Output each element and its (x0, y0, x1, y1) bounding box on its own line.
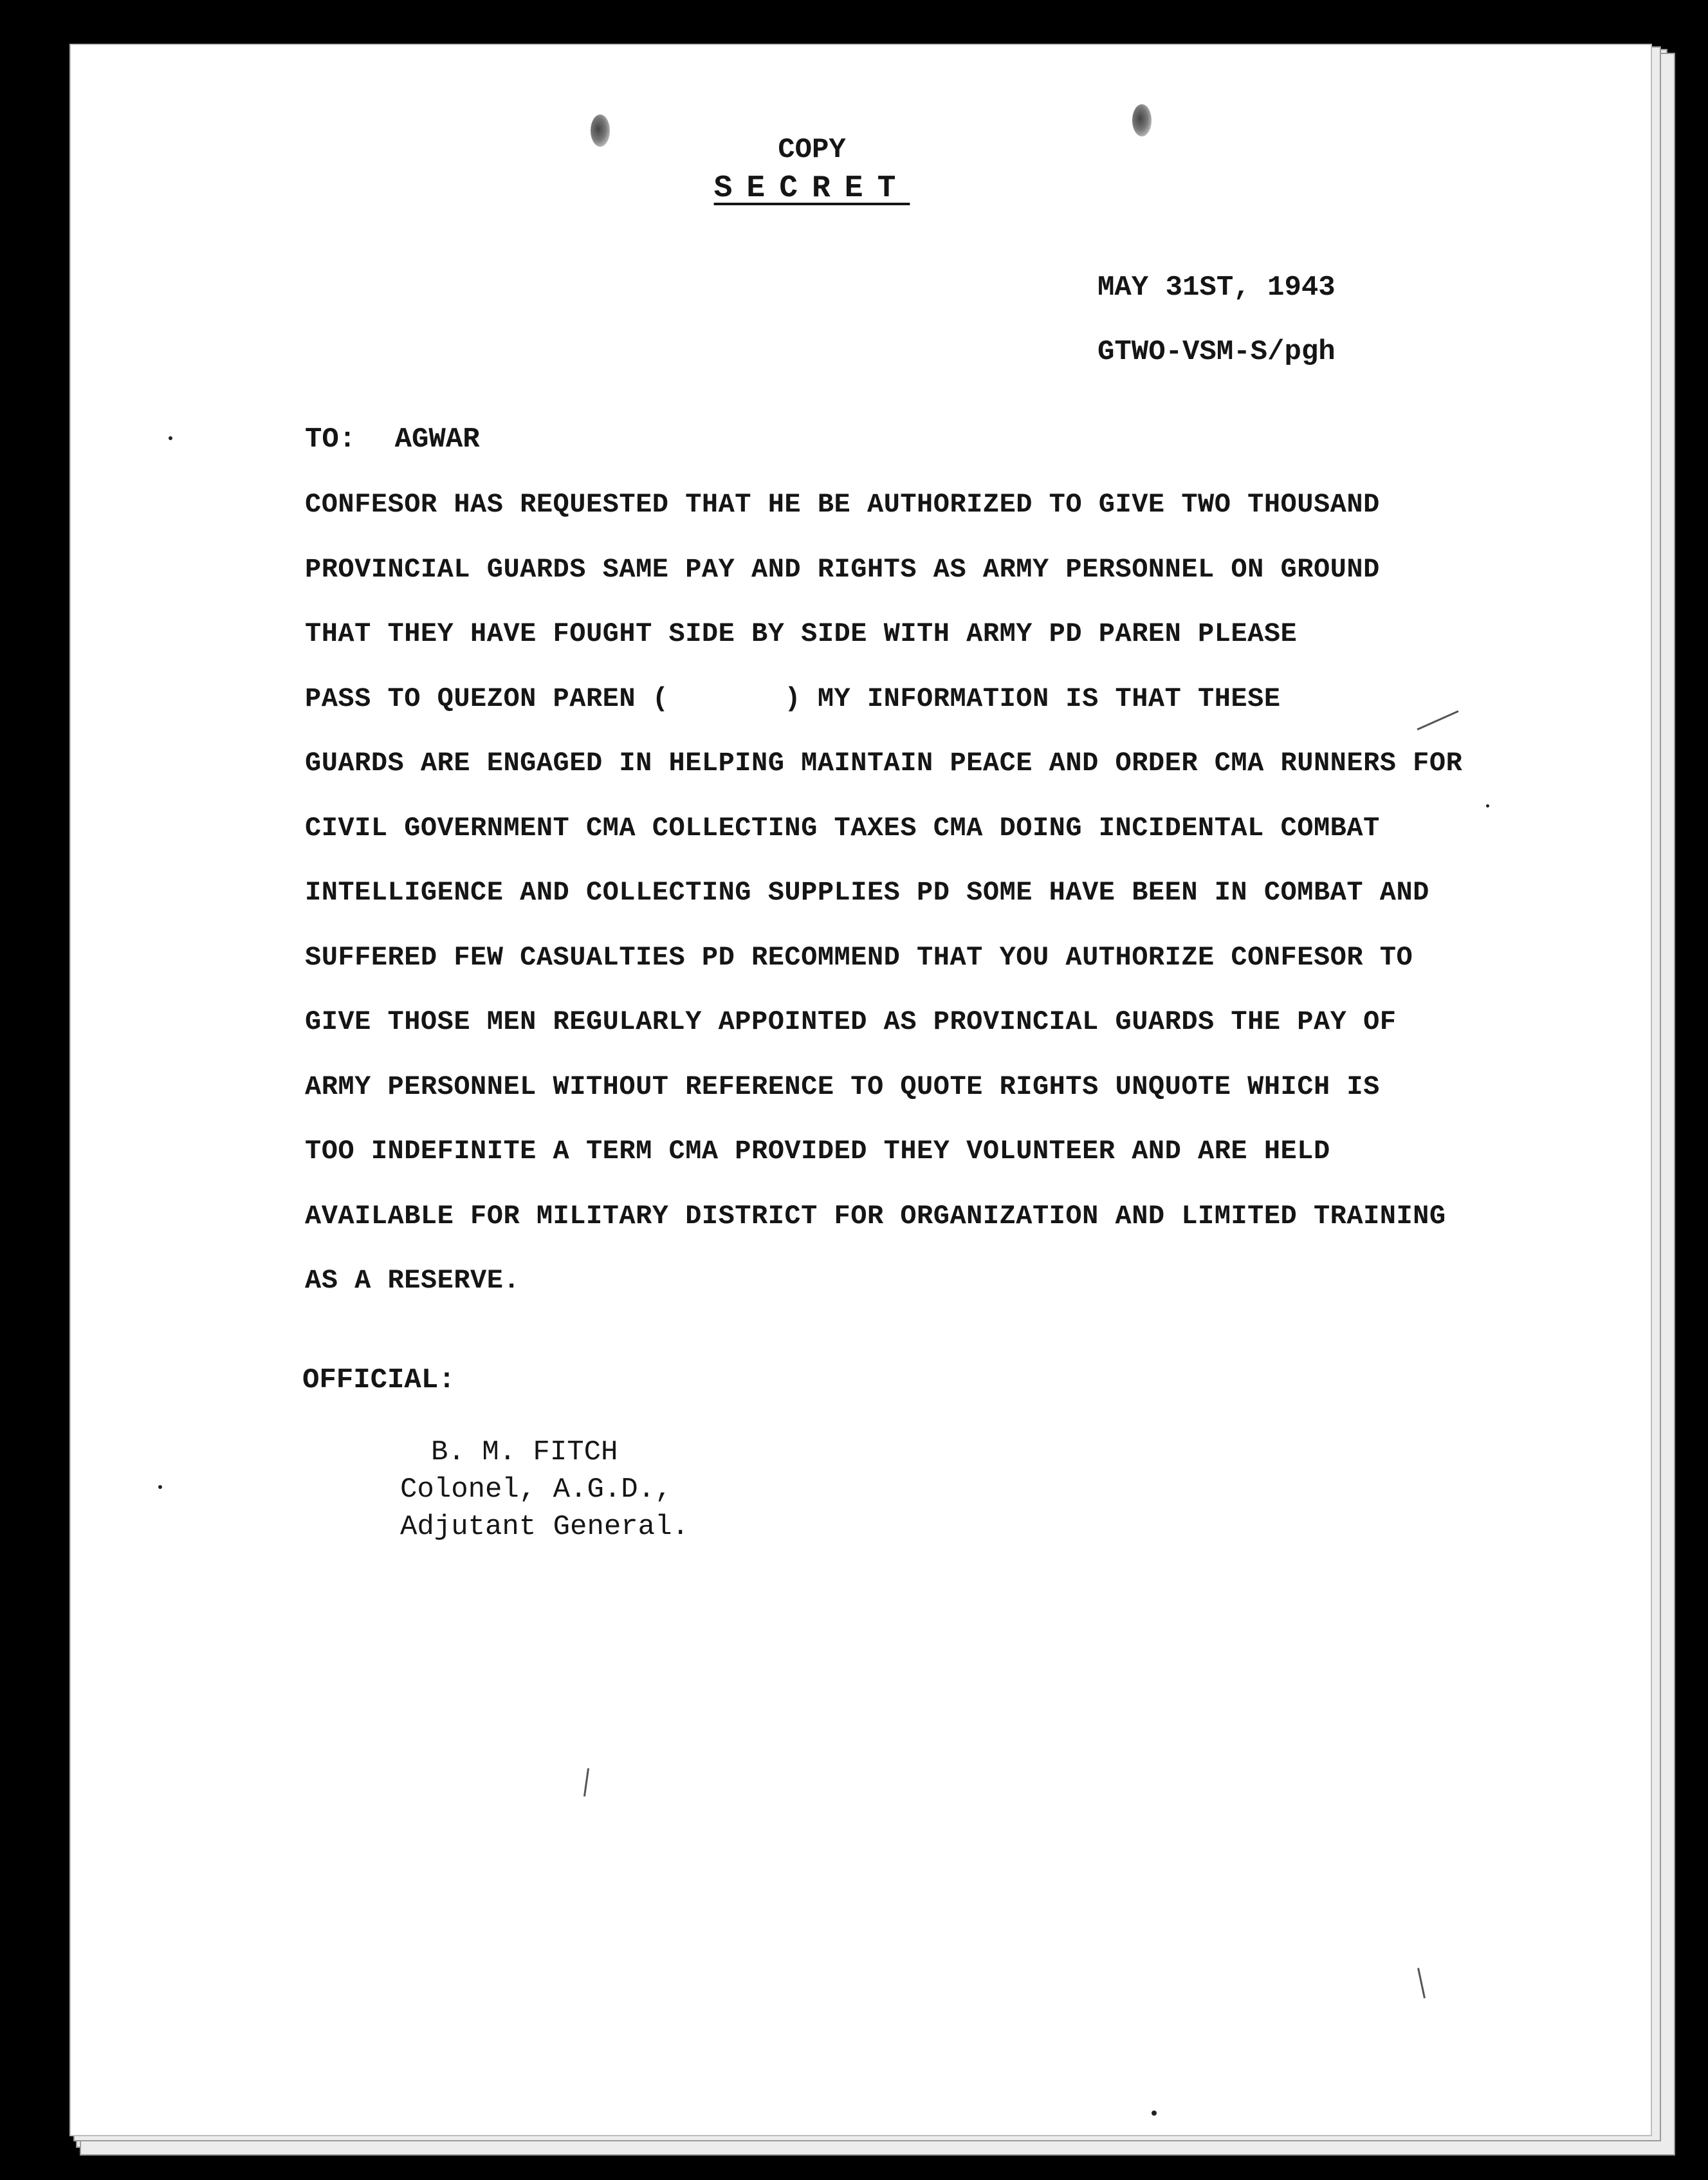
to-recipient: AGWAR (394, 423, 480, 456)
scan-speck (1486, 804, 1489, 808)
body-line: PROVINCIAL GUARDS SAME PAY AND RIGHTS AS ARMY PERSONNEL ON GROUND (305, 553, 1380, 585)
body-line: CONFESOR HAS REQUESTED THAT HE BE AUTHORIZED TO GIVE TWO THOUSAND (305, 489, 1380, 520)
scan-speck (158, 1485, 162, 1489)
body-line: AVAILABLE FOR MILITARY DISTRICT FOR ORGANIZATION AND LIMITED TRAINING (305, 1200, 1446, 1232)
message-body (305, 489, 1585, 1330)
body-line: THAT THEY HAVE FOUGHT SIDE BY SIDE WITH ARMY PD PAREN PLEASE (305, 618, 1298, 649)
scan-speck (169, 436, 172, 440)
body-line: INTELLIGENCE AND COLLECTING SUPPLIES PD SOME HAVE BEEN IN COMBAT AND (305, 877, 1429, 908)
signatory-name: B. M. FITCH (431, 1436, 618, 1468)
copy-label: COPY (778, 134, 846, 166)
reference-code: GTWO-VSM-S/pgh (1097, 336, 1336, 368)
body-line: GIVE THOSE MEN REGULARLY APPOINTED AS PROVINCIAL GUARDS THE PAY OF (305, 1006, 1397, 1037)
signatory-title: Adjutant General. (400, 1511, 689, 1543)
scan-speck (1152, 2111, 1157, 2116)
body-line: TOO INDEFINITE A TERM CMA PROVIDED THEY VOLUNTEER AND ARE HELD (305, 1136, 1330, 1167)
addressee-line (305, 423, 480, 456)
body-line: GUARDS ARE ENGAGED IN HELPING MAINTAIN PEACE AND ORDER CMA RUNNERS FOR (305, 748, 1463, 779)
signatory-rank: Colonel, A.G.D., (400, 1473, 672, 1506)
body-line: CIVIL GOVERNMENT CMA COLLECTING TAXES CMA DOING INCIDENTAL COMBAT (305, 812, 1380, 844)
punch-hole-right (1132, 104, 1152, 136)
scan-mark (1417, 1968, 1426, 1999)
classification-label: SECRET (713, 171, 910, 206)
body-line: SUFFERED FEW CASUALTIES PD RECOMMEND THAT YOU AUTHORIZE CONFESOR TO (305, 941, 1413, 973)
body-line: ARMY PERSONNEL WITHOUT REFERENCE TO QUOTE RIGHTS UNQUOTE WHICH IS (305, 1071, 1380, 1102)
to-label: TO: (305, 423, 356, 456)
scan-mark (583, 1768, 589, 1797)
body-line: PASS TO QUEZON PAREN ( ) MY INFORMATION IS THAT THESE (305, 683, 1281, 714)
document-page (69, 44, 1652, 2136)
body-line: AS A RESERVE. (305, 1265, 520, 1296)
document-date: MAY 31ST, 1943 (1097, 272, 1336, 304)
official-label: OFFICIAL: (302, 1364, 455, 1396)
